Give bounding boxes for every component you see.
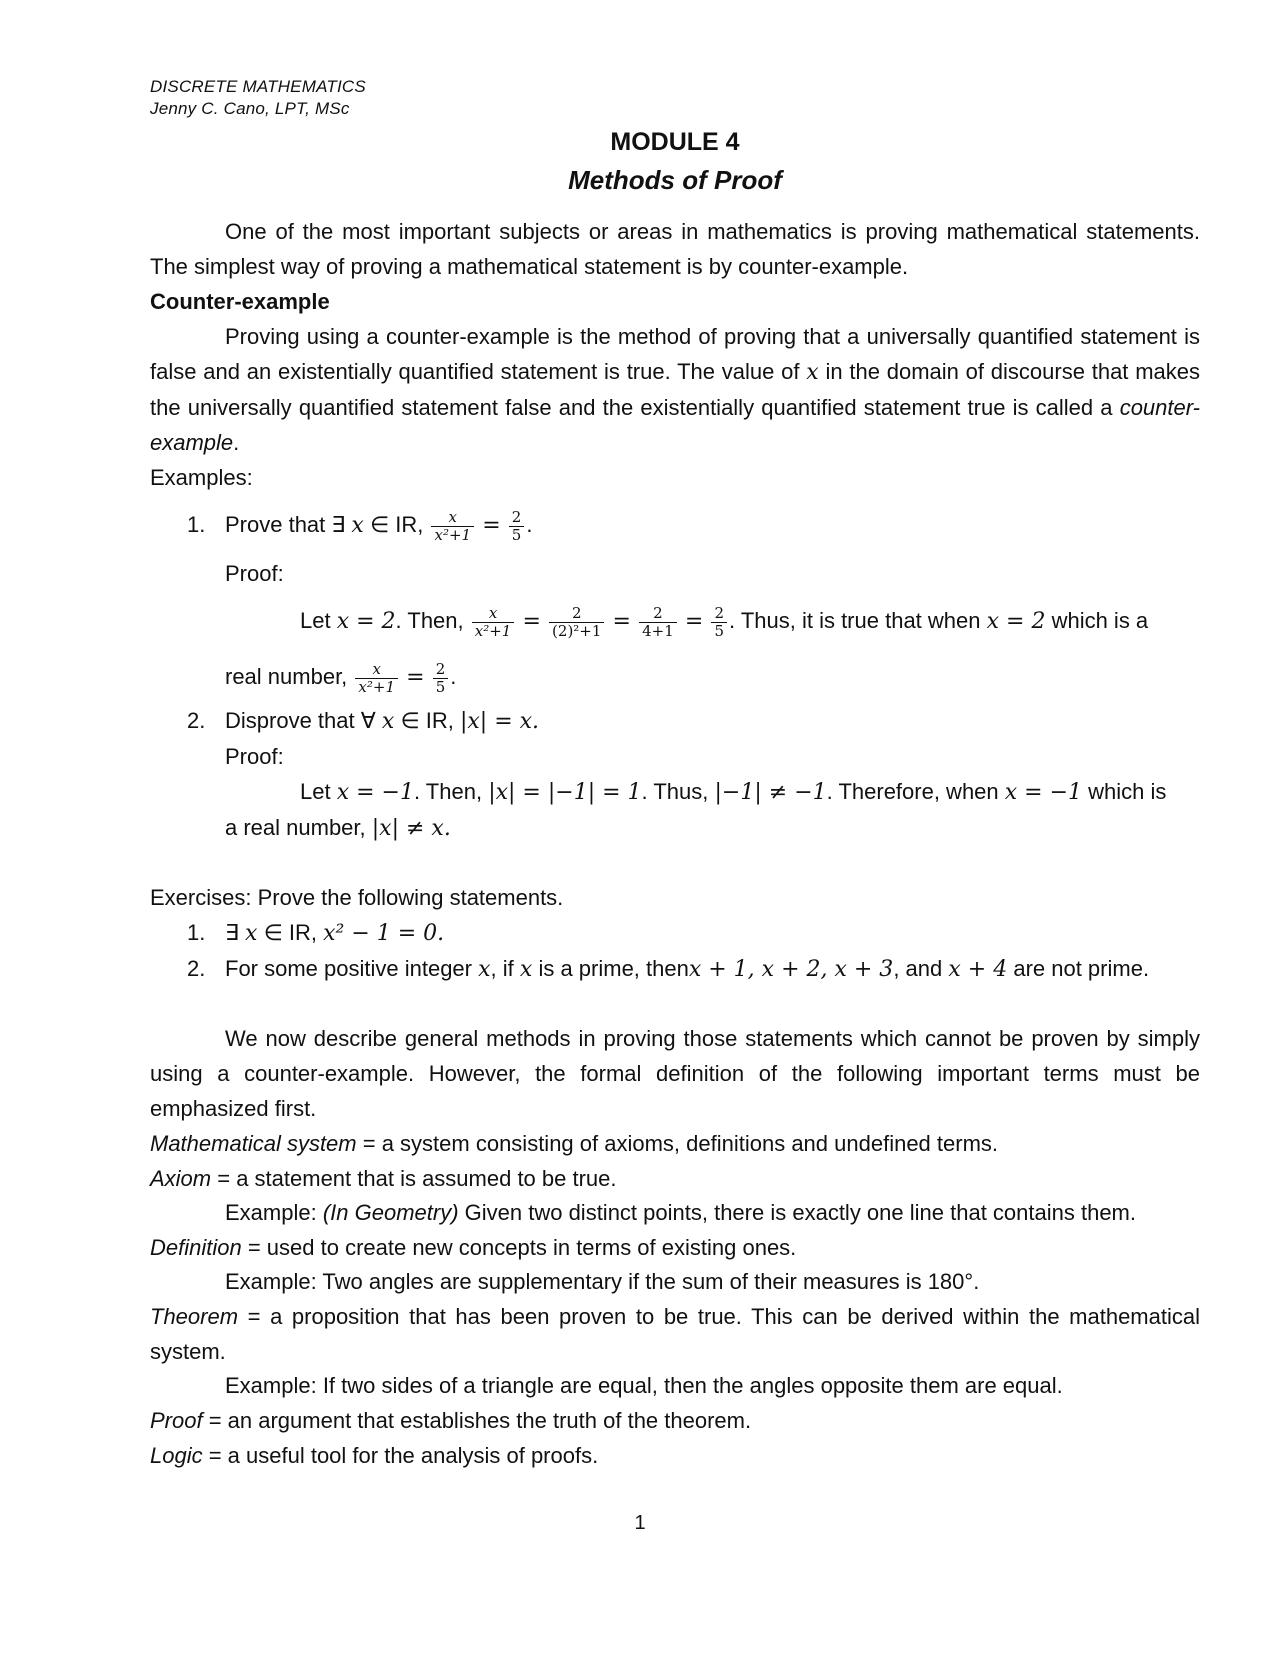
term-theorem: Theorem = a proposition that has been proven to be true. This can be derived within the mathematical system. [150, 1304, 1200, 1364]
module-title: MODULE 4 [610, 128, 740, 156]
page-number: 1 [634, 1512, 646, 1534]
exercise-2: 2. For some positive integer x, if x is a prime, thenx + 1, x + 2, x + 3, and x + 4 are not prime. [187, 956, 1150, 982]
fraction-2-over-5: $\frac{2}{5}$ [509, 509, 525, 544]
methods-paragraph: We now describe general methods in proving those statements which cannot be proven by simply using a counter-example. However, the formal definition of the following important terms must be emphasized first. [150, 1026, 1200, 1121]
example-2: 2. Disprove that ∀ x ∈ IR, |x| = x. [150, 703, 1200, 739]
exercise-1: 1. ∃ x ∈ IR, x² − 1 = 0. [187, 920, 445, 946]
counter-example-term: counter-example [150, 395, 1200, 455]
example-1: 1. Prove that ∃ x ∈ IR, $\frac{x}{\text{x²+1}}$ = $\frac{2}{5}$ . [150, 495, 1200, 556]
definition-example: Example: Two angles are supplementary if the sum of their measures is 180°. [225, 1269, 980, 1294]
term-logic: Logic = a useful tool for the analysis of proofs. [150, 1443, 599, 1468]
term-axiom: Axiom = a statement that is assumed to be true. [150, 1166, 617, 1191]
intro-paragraph: One of the most important subjects or areas in mathematics is proving mathematical statements. The simplest way of proving a mathematical statement is by counter-example. [150, 219, 1200, 279]
exercises-label: Exercises: Prove the following statements. [150, 885, 564, 910]
term-proof: Proof = an argument that establishes the truth of the theorem. [150, 1408, 752, 1433]
term-definition: Definition = used to create new concepts in terms of existing ones. [150, 1235, 797, 1260]
example-2-proof-line-2: a real number, |x| ≠ x. [225, 815, 451, 841]
course-header: DISCRETE MATHEMATICS [150, 77, 366, 96]
example-1-proof-line-2: real number, $\frac{x}{\text{x²+1}}$ = $\frac{2}{5}$ . [225, 659, 457, 696]
author-header: Jenny C. Cano, LPT, MSc [150, 99, 350, 118]
example-2-proof-line: Let x = −1. Then, |x| = |−1| = 1. Thus, |−1| ≠ −1. Therefore, when x = −1 which is [300, 779, 1167, 805]
counter-example-paragraph: Proving using a counter-example is the method of proving that a universally quantified statement is false and an existentially quantified statement is true. The value of x in the domain of discourse that makes the universally quantified statement false and the existentially quantified statement true is called a counter-example. [150, 324, 1200, 455]
document-page [150, 76, 1200, 1473]
theorem-example: Example: If two sides of a triangle are equal, then the angles opposite them are equal. [225, 1373, 1063, 1398]
module-subtitle: Methods of Proof [568, 165, 782, 195]
example-2-number: 2. [187, 708, 206, 733]
example-1-proof-line: Let x = 2. Then, $\frac{x}{\text{x²+1}}$ = $\frac{2}{\text{(2)²+1}}$ = $\frac{2}{4+1}$ = $\frac{2}{5}$ . Thus, it is true that when x = 2 which is a [300, 603, 1149, 640]
example-1-number: 1. [187, 512, 206, 537]
examples-label: Examples: [150, 465, 253, 490]
term-mathematical-system: Mathematical system = a system consisting of axioms, definitions and undefined terms. [150, 1131, 999, 1156]
fraction-x-over-x2plus1: $\frac{x}{\text{x²+1}}$ [431, 509, 474, 544]
example-1-proof-label: Proof: [225, 561, 284, 586]
example-2-proof-label: Proof: [225, 744, 284, 769]
counter-example-heading: Counter-example [150, 289, 330, 314]
axiom-example: Example: (In Geometry) Given two distinct points, there is exactly one line that contains them. [225, 1200, 1136, 1225]
